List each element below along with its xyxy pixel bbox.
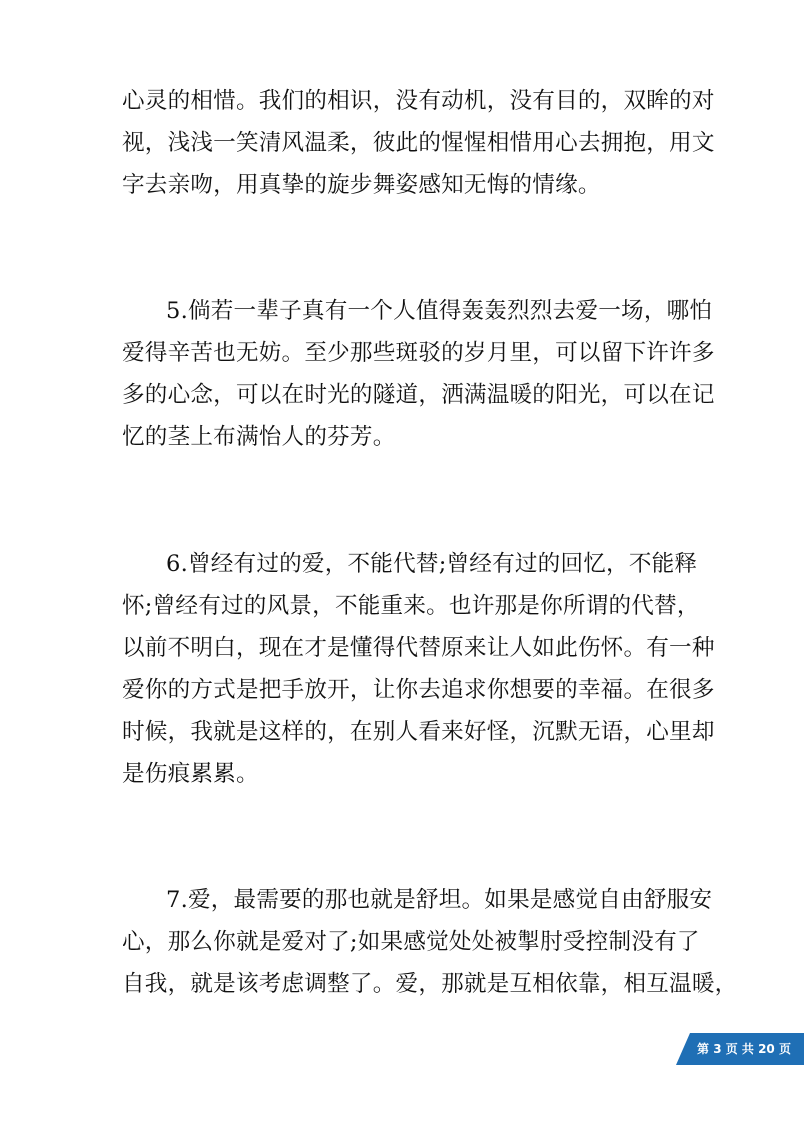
paragraph-7-line-3: 自我，就是该考虑调整了。爱，那就是互相依靠，相互温暖，: [122, 971, 738, 997]
paragraph-6-line-1: 6.曾经有过的爱，不能代替;曾经有过的回忆，不能释: [166, 551, 698, 577]
paragraph-6-line-3: 以前不明白，现在才是懂得代替原来让人如此伤怀。有一种: [122, 635, 715, 661]
paragraph-1-line-3: 字去亲吻，用真挚的旋步舞姿感知无悔的情缘。: [122, 172, 601, 198]
page-number-label: 第 3 页 共 20 页: [697, 1042, 791, 1056]
paragraph-5-line-3: 多的心念，可以在时光的隧道，洒满温暖的阳光，可以在记: [122, 382, 715, 408]
paragraph-7-line-1: 7.爱，最需要的那也就是舒坦。如果是感觉自由舒服安: [166, 887, 713, 913]
page-number-badge: [676, 1033, 804, 1065]
paragraph-5-line-1: 5.倘若一辈子真有一个人值得轰轰烈烈去爱一场，哪怕: [166, 298, 713, 324]
paragraph-7-line-2: 心，那么你就是爱对了;如果感觉处处被掣肘受控制没有了: [122, 929, 700, 955]
paragraph-6-line-5: 时候，我就是这样的，在别人看来好怪，沉默无语，心里却: [122, 719, 715, 745]
paragraph-1-line-2: 视，浅浅一笑清风温柔，彼此的惺惺相惜用心去拥抱，用文: [122, 130, 715, 156]
paragraph-5-line-2: 爱得辛苦也无妨。至少那些斑驳的岁月里，可以留下许许多: [122, 340, 715, 366]
paragraph-5-line-4: 忆的茎上布满怡人的芬芳。: [122, 424, 396, 450]
paragraph-6-line-6: 是伤痕累累。: [122, 761, 259, 787]
paragraph-6-line-2: 怀;曾经有过的风景，不能重来。也许那是你所谓的代替，: [122, 593, 700, 619]
paragraph-1-line-1: 心灵的相惜。我们的相识，没有动机，没有目的，双眸的对: [122, 88, 715, 114]
paragraph-6-line-4: 爱你的方式是把手放开，让你去追求你想要的幸福。在很多: [122, 677, 715, 703]
